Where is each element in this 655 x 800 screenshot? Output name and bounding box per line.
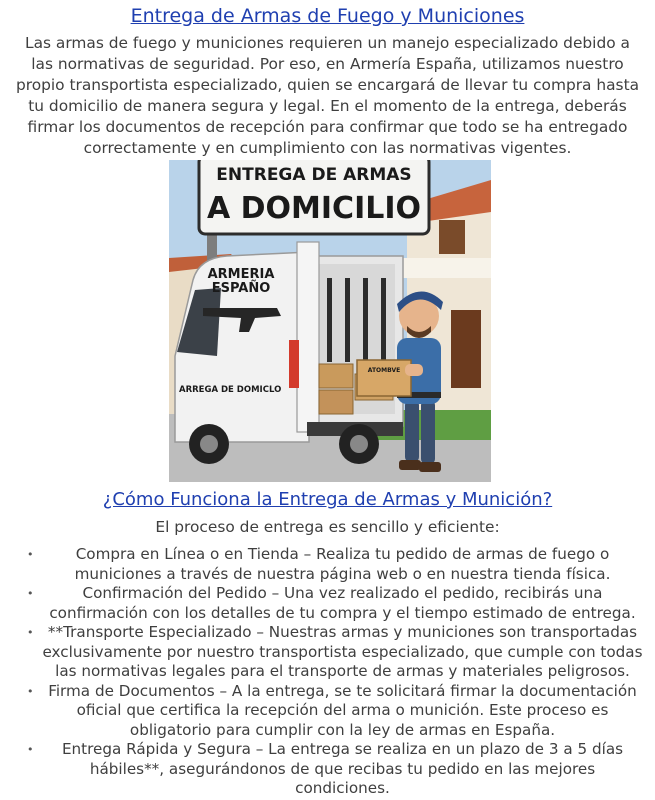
courier-shoe-left xyxy=(399,460,421,470)
van-brand-line2: ESPAÑO xyxy=(211,281,271,296)
courier-leg-right xyxy=(421,400,435,464)
step-text: Firma de Documentos – A la entrega, se te solicitará firmar la documentación oficial que certifica la recepción del arma o munición. Este proceso es obligatorio para cumplir con la ley de armas en España. xyxy=(48,681,637,739)
cargo-box-1 xyxy=(319,364,353,388)
bullet-icon: • xyxy=(27,626,34,639)
rifle-3 xyxy=(363,278,368,362)
step-text: Compra en Línea o en Tienda – Realiza tu pedido de armas de fuego o municiones a través de nuestra página web o en nuestra tienda física. xyxy=(74,545,611,583)
delivery-illustration xyxy=(169,160,491,482)
cargo-box-3 xyxy=(319,390,353,414)
rifle-1 xyxy=(327,278,332,362)
balcony xyxy=(391,258,491,278)
bullet-icon: • xyxy=(27,684,34,698)
step-text: **Transporte Especializado – Nuestras armas y municiones son transportadas exclusivamente por nuestro transportista especializado, que cumple con todas las normativas legales para el transporte de armas y materiales peligrosos. xyxy=(42,623,643,680)
van-hub-rear xyxy=(350,435,368,453)
van-hub-front xyxy=(200,435,218,453)
rifle-4 xyxy=(381,278,386,362)
delivery-illustration-svg xyxy=(169,160,491,482)
list-item xyxy=(0,623,655,682)
list-item xyxy=(0,584,655,623)
held-box-label: ATOMBVE xyxy=(367,367,401,374)
van-taillight xyxy=(289,340,299,388)
section-heading[interactable]: ¿Cómo Funciona la Entrega de Armas y Munición? xyxy=(102,489,553,510)
bullet-icon: • xyxy=(27,587,34,600)
van-brand-line1: ARMERIA xyxy=(207,267,275,282)
courier-leg-left xyxy=(405,400,419,462)
bullet-icon: • xyxy=(27,743,34,756)
bullet-icon: • xyxy=(27,548,34,561)
house-window xyxy=(439,220,465,254)
section-lead: El proceso de entrega es sencillo y eficiente: xyxy=(155,518,500,536)
rifle-2 xyxy=(345,278,350,362)
article-title[interactable]: Entrega de Armas de Fuego y Municiones xyxy=(130,5,525,27)
list-item xyxy=(0,682,655,741)
courier-hand xyxy=(405,364,423,376)
house-door xyxy=(451,310,481,388)
van-open-door xyxy=(297,242,319,432)
steps-list xyxy=(0,545,655,799)
held-box xyxy=(357,360,411,396)
sign-line1: ENTREGA DE ARMAS xyxy=(216,165,412,185)
courier-shoe-right xyxy=(419,462,441,472)
sign-line2: A DOMICILIO xyxy=(206,191,422,226)
list-item xyxy=(0,545,655,584)
step-text: Confirmación del Pedido – Una vez realizado el pedido, recibirás una confirmación con los detalles de tu compra y el tiempo estimado de entrega. xyxy=(49,584,636,622)
step-text: Entrega Rápida y Segura – La entrega se realiza en un plazo de 3 a 5 días hábiles**, asegurándonos de que recibas tu pedido en las mejores condiciones. xyxy=(61,740,624,797)
intro-paragraph: Las armas de fuego y municiones requieren un manejo especializado debido a las normativas de seguridad. Por eso, en Armería España, utilizamos nuestro propio transportista especializado, quien se encargará de llevar tu compra hasta tu domicilio de manera segura y legal. En el momento de la entrega, deberás firmar los documentos de recepción para confirmar que todo se ha entregado correctamente y en cumplimiento con las normativas vigentes. xyxy=(15,34,640,157)
list-item xyxy=(0,740,655,799)
van-tagline: ARREGA DE DOMICLO xyxy=(179,385,282,395)
